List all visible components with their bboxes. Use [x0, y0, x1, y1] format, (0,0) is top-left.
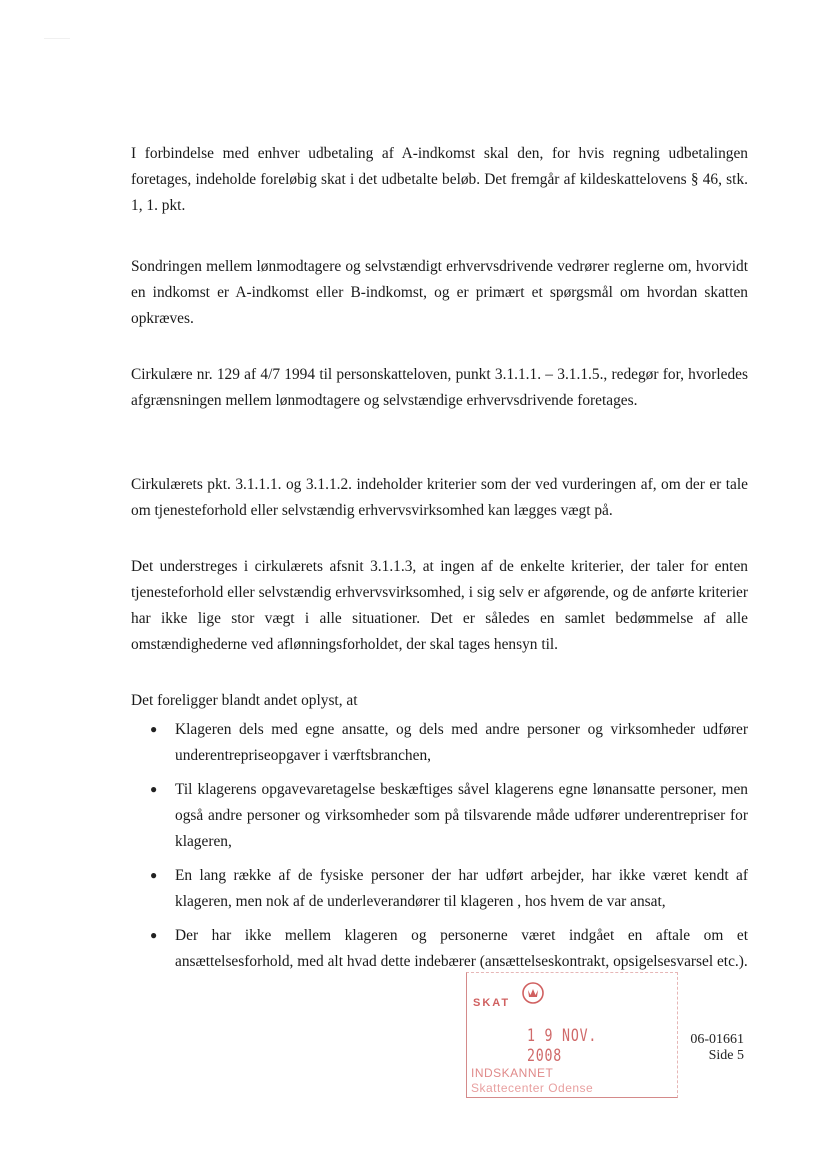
paragraph-assessment: Det understreges i cirkulærets afsnit 3.1.1.3, at ingen af de enkelte kriterier, der taler for enten tjenesteforhold eller selvstændig erhvervsvirksomhed, i sig selv er afgørende, og de anførte kriterier har ikke lige stor vægt i alle situationer. Det er således en samlet bedømmelse af alle omstændighederne ved aflønningsforholdet, der skal tages hensyn til.: [131, 558, 748, 653]
list-item: [150, 923, 748, 975]
paragraph-withholding-tax: I forbindelse med enhver udbetaling af A-indkomst skal den, for hvis regning udbetalingen foretages, indeholde foreløbig skat i det udbetalte beløb. Det fremgår af kildeskattelovens § 46, stk. 1, 1. pkt.: [131, 145, 748, 214]
paragraph-distinction: Sondringen mellem lønmodtagere og selvstændigt erhvervsdrivende vedrører reglerne om, hvorvidt en indkomst er A-indkomst eller B-indkomst, og er primært et spørgsmål om hvordan skatten opkræves.: [131, 258, 748, 327]
scan-artifact: [44, 38, 70, 39]
paragraph-circular: Cirkulære nr. 129 af 4/7 1994 til personskatteloven, punkt 3.1.1.1. – 3.1.1.5., redegør for, hvorledes afgrænsningen mellem lønmodtagere og selvstændige erhvervsdrivende foretages.: [131, 366, 748, 409]
bullet-icon: ●: [150, 722, 158, 736]
list-item: [150, 777, 748, 855]
bullet-icon: ●: [150, 782, 158, 796]
list-item-text: En lang række af de fysiske personer der har udført arbejder, har ikke været kendt af klageren, men nok af de underleverandører til klageren , hos hvem de var ansat,: [175, 867, 748, 910]
list-item-text: Til klagerens opgavevaretagelse beskæftiges såvel klagerens egne lønansatte personer, men også andre personer og virksomheder som på tilsvarende måde udfører underentrepriser for klageren,: [175, 781, 748, 850]
list-item-text: Klageren dels med egne ansatte, og dels med andre personer og virksomheder udfører underentrepriseopgaver i værftsbranchen,: [175, 721, 748, 764]
facts-list: [150, 717, 748, 983]
list-item: [150, 717, 748, 769]
bullet-icon: ●: [150, 928, 158, 942]
bullet-icon: ●: [150, 868, 158, 882]
page-number: Side 5: [708, 1048, 744, 1063]
stamp-office-label: Skattecenter Odense: [471, 1081, 594, 1095]
received-stamp: [466, 972, 678, 1098]
list-item-text: Der har ikke mellem klageren og personerne været indgået en aftale om et ansættelsesforhold, med alt hvad dette indebærer (ansættelseskontrakt, opsigelsesvarsel etc.).: [175, 927, 748, 970]
case-reference-number: 06-01661: [690, 1032, 744, 1047]
stamp-date: 1 9 NOV. 2008: [527, 1026, 598, 1066]
stamp-logo: SKAT: [473, 997, 511, 1009]
paragraph-criteria: Cirkulærets pkt. 3.1.1.1. og 3.1.1.2. indeholder kriterier som der ved vurderingen af, om der er tale om tjenesteforhold eller selvstændig erhvervsvirksomhed kan lægges vægt på.: [131, 476, 748, 519]
list-item: [150, 863, 748, 915]
stamp-scanned-label: INDSKANNET: [471, 1066, 554, 1080]
paragraph-facts-intro: Det foreligger blandt andet oplyst, at: [131, 692, 358, 709]
